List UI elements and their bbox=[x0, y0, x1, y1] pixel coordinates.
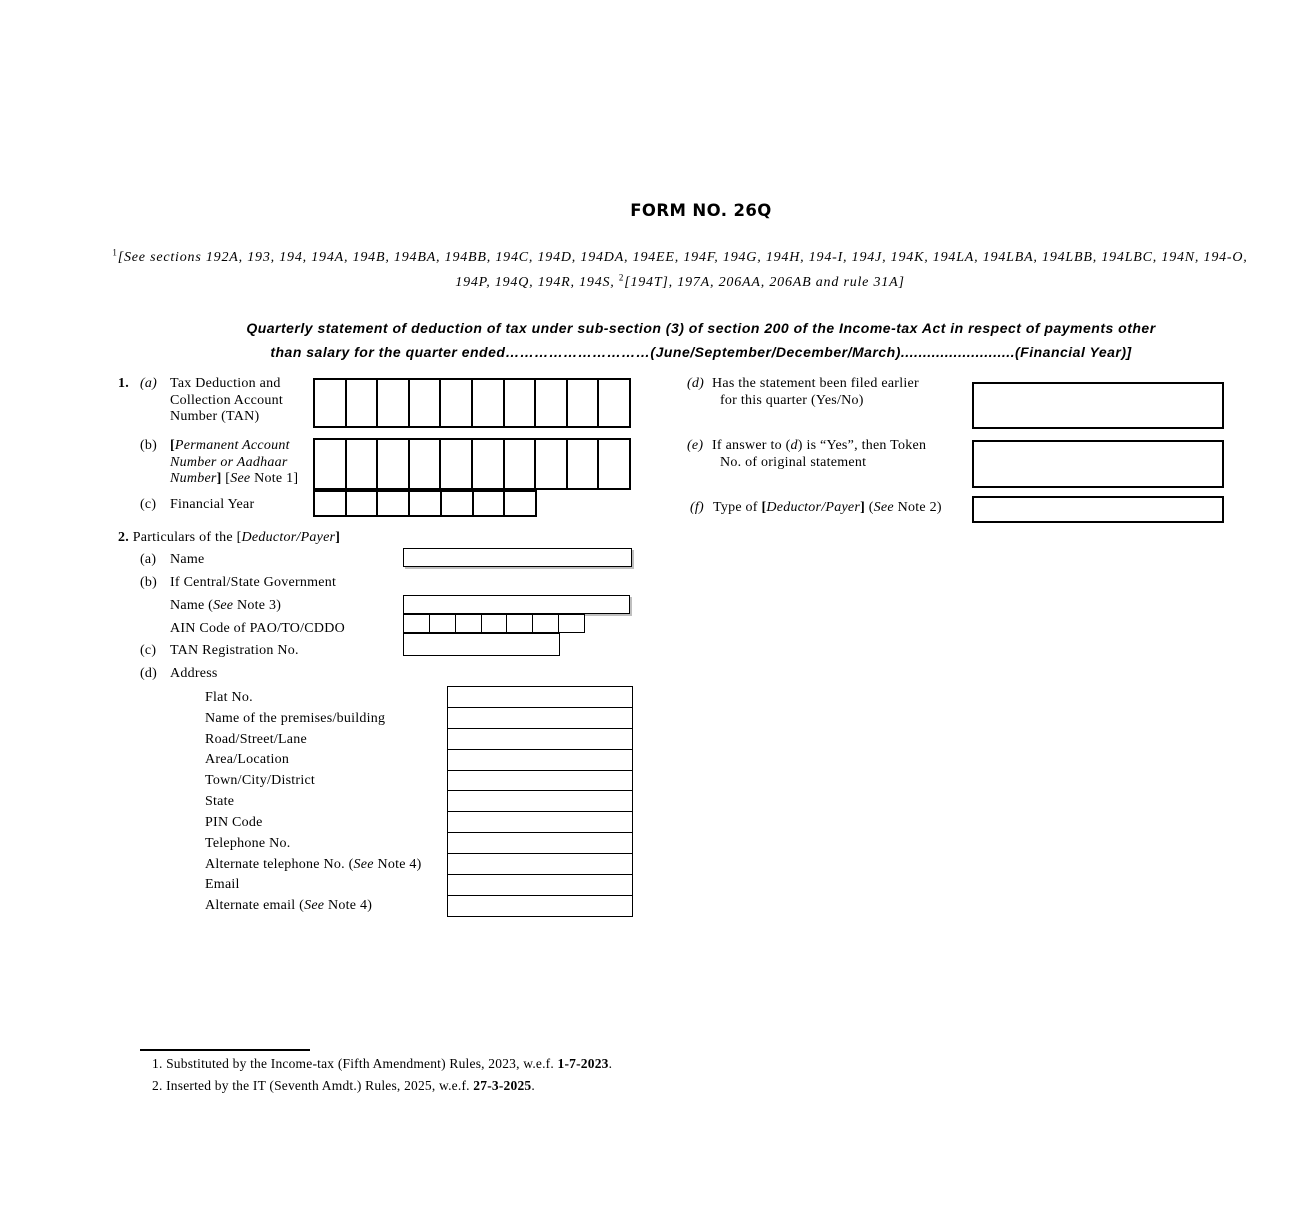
sections-line-2: 194P, 194Q, 194R, 194S, $^2$[194T], 197A, 206AA, 206AB and rule 31A] bbox=[455, 272, 905, 290]
address-field-input[interactable] bbox=[447, 832, 633, 854]
marker-1f: (f) bbox=[690, 500, 704, 515]
grid-cell[interactable] bbox=[507, 615, 533, 632]
address-field-input[interactable] bbox=[447, 811, 633, 833]
address-field-label: Alternate email (See Note 4) bbox=[205, 898, 373, 914]
grid-cell[interactable] bbox=[378, 380, 410, 426]
footnote-ref-2: 2 bbox=[618, 272, 625, 283]
deductor-type-input-box[interactable] bbox=[972, 496, 1224, 523]
marker-2d: (d) bbox=[140, 666, 158, 681]
filed-earlier-input-box[interactable] bbox=[972, 382, 1224, 429]
address-field-label: Road/Street/Lane bbox=[205, 731, 307, 747]
govt-name-label: Name (See Note 3) bbox=[170, 598, 282, 613]
address-field-input[interactable] bbox=[447, 749, 633, 771]
grid-cell[interactable] bbox=[404, 615, 430, 632]
footnote-1: 1. Substituted by the Income-tax (Fifth Amendment) Rules, 2023, w.e.f. 1-7-2023. bbox=[152, 1056, 613, 1071]
govt-name-input-box[interactable] bbox=[403, 595, 630, 614]
marker-2c: (c) bbox=[140, 643, 157, 658]
marker-1d: (d) bbox=[687, 376, 705, 391]
address-field-input[interactable] bbox=[447, 770, 633, 792]
filed-earlier-label: Has the statement been filed earlier for this quarter (Yes/No) bbox=[712, 376, 919, 408]
address-field-input[interactable] bbox=[447, 790, 633, 812]
grid-cell[interactable] bbox=[441, 440, 473, 488]
grid-cell[interactable] bbox=[533, 615, 559, 632]
grid-cell[interactable] bbox=[410, 440, 442, 488]
grid-cell[interactable] bbox=[347, 492, 379, 515]
marker-2b: (b) bbox=[140, 575, 158, 590]
grid-cell[interactable] bbox=[536, 440, 568, 488]
marker-1b: (b) bbox=[140, 438, 158, 453]
address-field-label: Area/Location bbox=[205, 752, 290, 768]
grid-cell[interactable] bbox=[536, 380, 568, 426]
grid-cell[interactable] bbox=[378, 492, 410, 515]
pan-label: [Permanent Account Number or Aadhaar Number] [See Note 1] bbox=[170, 438, 299, 486]
form-subtitle bbox=[96, 316, 1306, 364]
tan-registration-input-box[interactable] bbox=[403, 633, 560, 656]
grid-cell[interactable] bbox=[505, 492, 535, 515]
token-no-label: If answer to (d) is “Yes”, then Token No. of original statement bbox=[712, 438, 927, 470]
address-field-boxes bbox=[447, 686, 633, 917]
ain-code-input-grid[interactable] bbox=[403, 614, 585, 633]
token-no-input-box[interactable] bbox=[972, 440, 1224, 488]
address-field-input[interactable] bbox=[447, 895, 633, 917]
address-field-labels bbox=[205, 688, 422, 917]
central-state-govt-label: If Central/State Government bbox=[170, 575, 337, 590]
address-field-label: Town/City/District bbox=[205, 773, 316, 789]
grid-cell[interactable] bbox=[505, 380, 537, 426]
grid-cell[interactable] bbox=[441, 380, 473, 426]
grid-cell[interactable] bbox=[430, 615, 456, 632]
marker-1c: (c) bbox=[140, 497, 157, 512]
name-input-box[interactable] bbox=[403, 548, 632, 567]
grid-cell[interactable] bbox=[599, 440, 629, 488]
tan-label: Tax Deduction and Collection Account Number (TAN) bbox=[170, 376, 283, 424]
subtitle-line-1: Quarterly statement of deduction of tax under sub-section (3) of section 200 of the Income-tax Act in respect of payments other bbox=[246, 320, 1156, 336]
section-2-heading: 2. Particulars of the [Deductor/Payer] bbox=[118, 530, 341, 545]
address-field-input[interactable] bbox=[447, 728, 633, 750]
address-label: Address bbox=[170, 666, 218, 681]
grid-cell[interactable] bbox=[473, 380, 505, 426]
address-field-input[interactable] bbox=[447, 853, 633, 875]
sections-reference bbox=[90, 245, 1270, 295]
financial-year-input-grid[interactable] bbox=[313, 490, 537, 517]
name-label: Name bbox=[170, 552, 205, 567]
address-field-label: Name of the premises/building bbox=[205, 710, 386, 726]
grid-cell[interactable] bbox=[599, 380, 629, 426]
grid-cell[interactable] bbox=[410, 492, 442, 515]
grid-cell[interactable] bbox=[456, 615, 482, 632]
address-field-label: Alternate telephone No. (See Note 4) bbox=[205, 856, 422, 872]
deductor-type-label: Type of [Deductor/Payer] (See Note 2) bbox=[713, 500, 942, 515]
address-field-label: Telephone No. bbox=[205, 835, 291, 851]
grid-cell[interactable] bbox=[347, 380, 379, 426]
grid-cell[interactable] bbox=[410, 380, 442, 426]
section-1-number: 1. bbox=[118, 376, 129, 391]
address-field-label: State bbox=[205, 794, 235, 810]
grid-cell[interactable] bbox=[568, 440, 600, 488]
address-field-input[interactable] bbox=[447, 707, 633, 729]
address-field-input[interactable] bbox=[447, 874, 633, 896]
address-field-label: Flat No. bbox=[205, 690, 253, 705]
grid-cell[interactable] bbox=[315, 440, 347, 488]
grid-cell[interactable] bbox=[347, 440, 379, 488]
ain-code-label: AIN Code of PAO/TO/CDDO bbox=[170, 621, 345, 636]
grid-cell[interactable] bbox=[315, 380, 347, 426]
grid-cell[interactable] bbox=[568, 380, 600, 426]
footnote-2: 2. Inserted by the IT (Seventh Amdt.) Rules, 2025, w.e.f. 27-3-2025. bbox=[152, 1078, 535, 1093]
grid-cell[interactable] bbox=[474, 492, 506, 515]
pan-input-grid[interactable] bbox=[313, 438, 631, 490]
marker-1e: (e) bbox=[687, 438, 704, 453]
tan-input-grid[interactable] bbox=[313, 378, 631, 428]
footnote-separator bbox=[140, 1049, 310, 1051]
grid-cell[interactable] bbox=[505, 440, 537, 488]
address-field-label: Email bbox=[205, 877, 240, 893]
marker-2a: (a) bbox=[140, 552, 157, 567]
address-field-input[interactable] bbox=[447, 686, 633, 708]
grid-cell[interactable] bbox=[482, 615, 508, 632]
financial-year-label: Financial Year bbox=[170, 497, 255, 512]
grid-cell[interactable] bbox=[378, 440, 410, 488]
sections-line-1: $^1$[See sections 192A, 193, 194, 194A, 194B, 194BA, 194BB, 194C, 194D, 194DA, 194EE, 194F, 194G, 194H, 194-I, 194J, 194K, 194LA, 194LBA, 194LBB, 194LBC, 194N, 194-O, bbox=[112, 247, 1248, 265]
grid-cell[interactable] bbox=[473, 440, 505, 488]
grid-cell[interactable] bbox=[315, 492, 347, 515]
footnote-ref-1: 1 bbox=[112, 247, 118, 258]
subtitle-line-2: than salary for the quarter ended…………………………(June/September/December/March)..........................(Financial Year)] bbox=[270, 344, 1132, 360]
tan-registration-label: TAN Registration No. bbox=[170, 643, 299, 658]
marker-1a: (a) bbox=[140, 376, 158, 391]
form-title: FORM NO. 26Q bbox=[630, 201, 772, 220]
grid-cell[interactable] bbox=[442, 492, 474, 515]
grid-cell[interactable] bbox=[559, 615, 584, 632]
address-field-label: PIN Code bbox=[205, 814, 263, 830]
